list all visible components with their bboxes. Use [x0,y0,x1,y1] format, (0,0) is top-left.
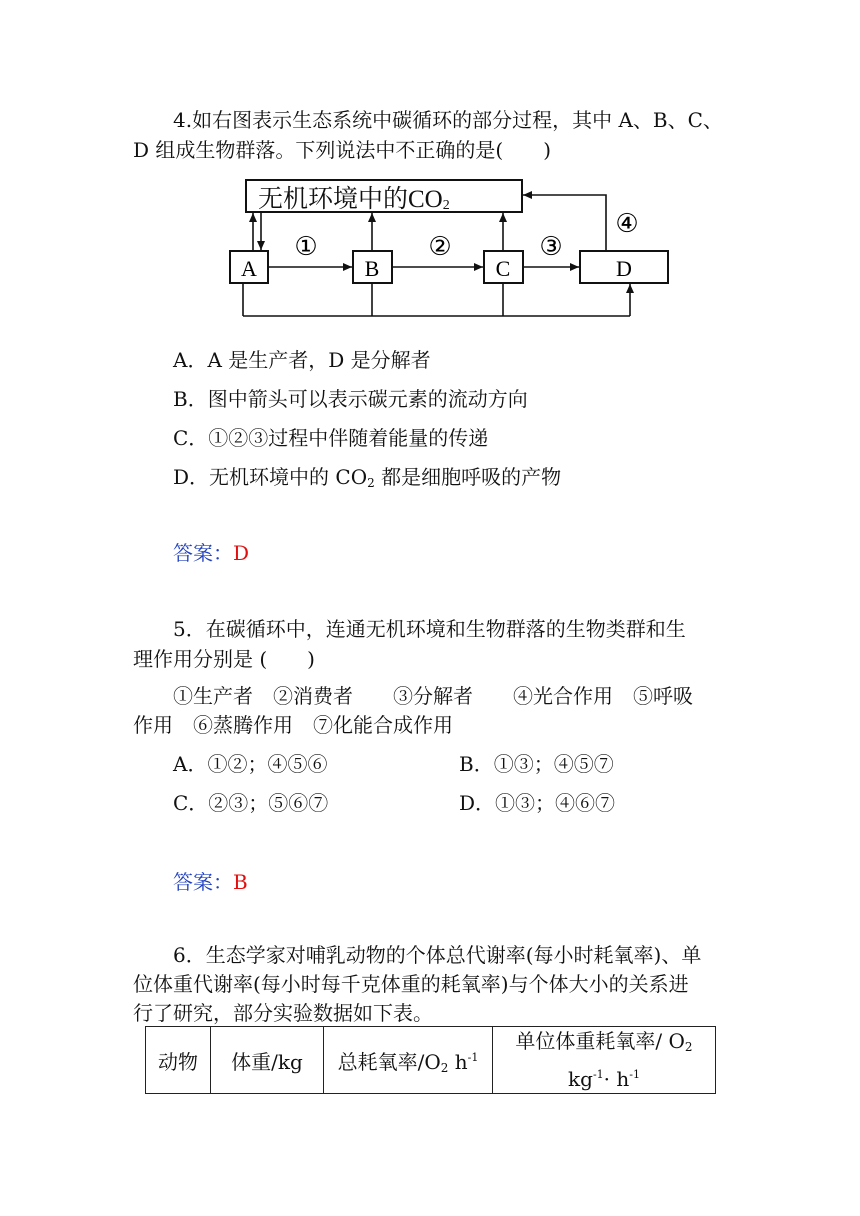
q4-option-c: C．①②③过程中伴随着能量的传递 [173,426,489,450]
header-unit-o2: 单位体重耗氧率/ $O_2$ $kg^{-1}\cdot h^{-1}$ [493,1027,716,1094]
q4-option-d: D．无机环境中的 $CO_2$ 都是细胞呼吸的产物 [173,465,562,490]
node-a-label: A [241,256,257,281]
q5-answer: 答案：B [173,870,248,894]
q5-option-d: D．①③；④⑥⑦ [459,791,616,815]
process-1-label: ① [294,232,318,262]
header-total-o2: 总耗氧率$/O_2$ $h^{-1}$ [324,1027,493,1094]
header-animal: 动物 [146,1027,211,1094]
q6-data-table [145,1026,716,1094]
q5-items-line2: 作用 ⑥蒸腾作用 ⑦化能合成作用 [133,713,453,737]
q5-stem-line2: 理作用分别是 ( ) [133,647,315,671]
process-2-label: ② [428,232,452,262]
q5-items-line1: ①生产者 ②消费者 ③分解者 ④光合作用 ⑤呼吸 [173,684,693,708]
q4-answer: 答案：D [173,541,250,565]
node-c-label: C [495,256,511,281]
q5-option-c: C．②③；⑤⑥⑦ [173,791,329,815]
node-b-label: B [364,256,380,281]
q4-option-b: B．图中箭头可以表示碳元素的流动方向 [173,387,528,411]
q4-stem-line1: 4.如右图表示生态系统中碳循环的部分过程，其中 A、B、C、 [173,108,723,132]
table-header-row [146,1027,716,1094]
node-d-label: D [616,256,632,281]
co2-box-label: 无机环境中的CO2 [258,186,450,213]
q6-stem-line1: 6．生态学家对哺乳动物的个体总代谢率(每小时耗氧率)、单 [173,943,702,967]
q5-option-b: B．①③；④⑤⑦ [459,752,614,776]
q5-stem-line1: 5．在碳循环中，连通无机环境和生物群落的生物类群和生 [173,617,686,641]
header-weight: 体重/kg [211,1027,324,1094]
q6-stem-line3: 行了研究，部分实验数据如下表。 [133,1001,433,1025]
process-3-label: ③ [539,232,563,262]
q4-stem-line2: D 组成生物群落。下列说法中不正确的是( ) [133,138,551,162]
arrow-d-to-co2 [523,195,606,251]
q6-stem-line2: 位体重代谢率(每小时每千克体重的耗氧率)与个体大小的关系进 [133,972,689,996]
q5-option-a: A．①②；④⑤⑥ [173,752,328,776]
q4-option-a: A．A 是生产者，D 是分解者 [173,348,431,372]
process-4-label: ④ [615,209,639,239]
